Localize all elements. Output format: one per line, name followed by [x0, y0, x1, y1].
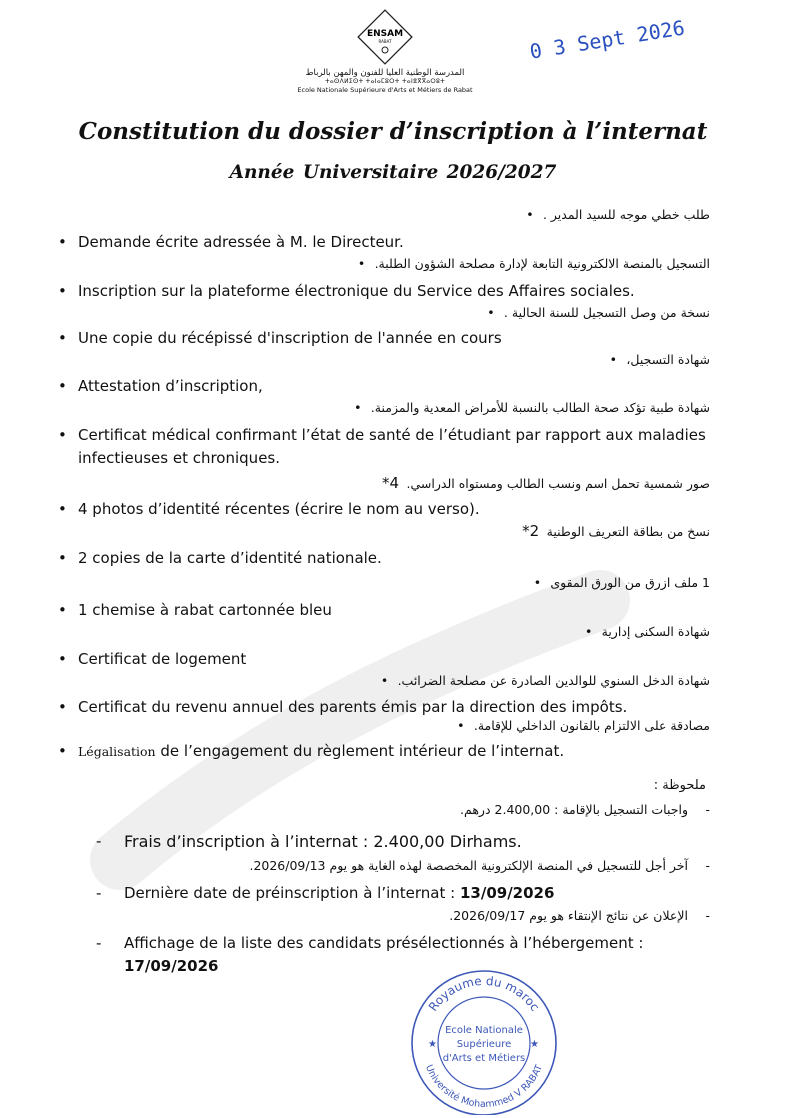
note-line-ar: آخر أجل للتسجيل في المنصة الإلكترونية المخصصة لهذه الغاية هو يوم 2026/09/13. - — [249, 858, 710, 873]
list-item-ar: شهادة التسجيل،• — [609, 352, 710, 367]
list-item-fr: • Une copie du récépissé d'inscription de l'année en cours — [58, 329, 502, 347]
institution-name-ar: المدرسة الوطنية العليا للفنون والمهن بالرباط — [305, 68, 465, 78]
page-title: Constitution du dossier d’inscription à l’internat — [78, 118, 708, 145]
ensam-logo-icon — [354, 6, 416, 68]
list-item-ar: طلب خطي موجه للسيد المدير .• — [526, 207, 710, 222]
list-item-fr: • Certificat médical confirmant l’état de santé de l’étudiant par rapport aux maladies infectieuses et chroniques. — [58, 426, 706, 467]
svg-text:Ecole Nationale: Ecole Nationale — [445, 1025, 523, 1036]
list-item-fr: • 1 chemise à rabat cartonnée bleu — [58, 601, 332, 619]
institution-name-fr: Ecole Nationale Supérieure d'Arts et Métiers de Rabat — [297, 86, 473, 94]
note-line-ar: الإعلان عن نتائج الإنتقاء هو يوم 2026/09/17. - — [449, 908, 710, 923]
official-seal — [408, 965, 560, 1115]
list-item-fr: • Demande écrite adressée à M. le Directeur. — [58, 233, 404, 251]
seal-bottom-text: Université Mohammed V RABAT — [422, 1063, 546, 1111]
list-item-ar: شهادة الدخل السنوي للوالدين الصادرة عن مصلحة الضرائب.• — [380, 673, 710, 688]
list-item-ar: التسجيل بالمنصة الالكترونية التابعة لإدارة مصلحة الشؤون الطلبة.• — [357, 256, 710, 271]
svg-text:Supérieure: Supérieure — [456, 1039, 512, 1050]
svg-text:d'Arts et Métiers: d'Arts et Métiers — [442, 1053, 526, 1064]
star-icon: ★ — [428, 1039, 437, 1050]
note-line-fr: - Affichage de la liste des candidats présélectionnés à l’hébergement : 17/09/2026 — [96, 934, 644, 975]
list-item-ar: نسخ من بطاقة التعريف الوطنية2* — [522, 522, 710, 540]
svg-text:RABAT: RABAT — [378, 39, 392, 44]
list-item-ar: 1 ملف ازرق من الورق المقوى• — [533, 575, 710, 590]
list-item-fr: • Attestation d’inscription, — [58, 377, 263, 395]
list-item-fr: • 4 photos d’identité récentes (écrire le nom au verso). — [58, 500, 480, 518]
list-item-ar: صور شمسية تحمل اسم ونسب الطالب ومستواه الدراسي.4* — [381, 474, 710, 492]
seal-top-text: Royaume du maroc — [425, 973, 543, 1014]
institution-name-tifinagh: ⵜⴰⵙⴷⵍⵉⵙⵜ ⵜⴰⵏⴰⵎⵓⵔⵜ ⵜⴰⵏⴻⴳⴳⴰⵔⵓⵜ — [324, 78, 446, 85]
list-item-fr: • Certificat du revenu annuel des parents émis par la direction des impôts. — [58, 698, 628, 716]
list-item-ar: مصادقة على الالتزام بالقانون الداخلي للإقامة.• — [457, 718, 710, 733]
svg-text:ENSAM: ENSAM — [366, 29, 404, 39]
list-item-fr: • Légalisation de l’engagement du règlement intérieur de l’internat. — [58, 742, 565, 760]
list-item-ar: نسخة من وصل التسجيل للسنة الحالية .• — [487, 305, 710, 320]
list-item-ar: شهادة السكنى إدارية• — [584, 624, 710, 639]
page-subtitle: Année Universitaire 2026/2027 — [229, 162, 557, 183]
list-item-ar: شهادة طبية تؤكد صحة الطالب بالنسبة للأمراض المعدية والمزمنة.• — [354, 400, 710, 415]
star-icon: ★ — [530, 1039, 539, 1050]
note-line-ar: واجبات التسجيل بالإقامة : 2.400,00 درهم. - — [460, 802, 710, 817]
list-item-fr: • 2 copies de la carte d’identité nationale. — [58, 549, 382, 567]
note-line-fr: - Dernière date de préinscription à l’internat : 13/09/2026 — [96, 884, 555, 902]
date-stamp: 0 3 Sept 2026 — [528, 15, 687, 64]
note-line-fr: - Frais d’inscription à l’internat : 2.400,00 Dirhams. — [96, 832, 522, 851]
school-logo — [285, 6, 485, 106]
list-item-fr: • Certificat de logement — [58, 650, 247, 668]
list-item-fr: • Inscription sur la plateforme électronique du Service des Affaires sociales. — [58, 282, 635, 300]
note-label: ملحوظة : — [653, 778, 706, 793]
